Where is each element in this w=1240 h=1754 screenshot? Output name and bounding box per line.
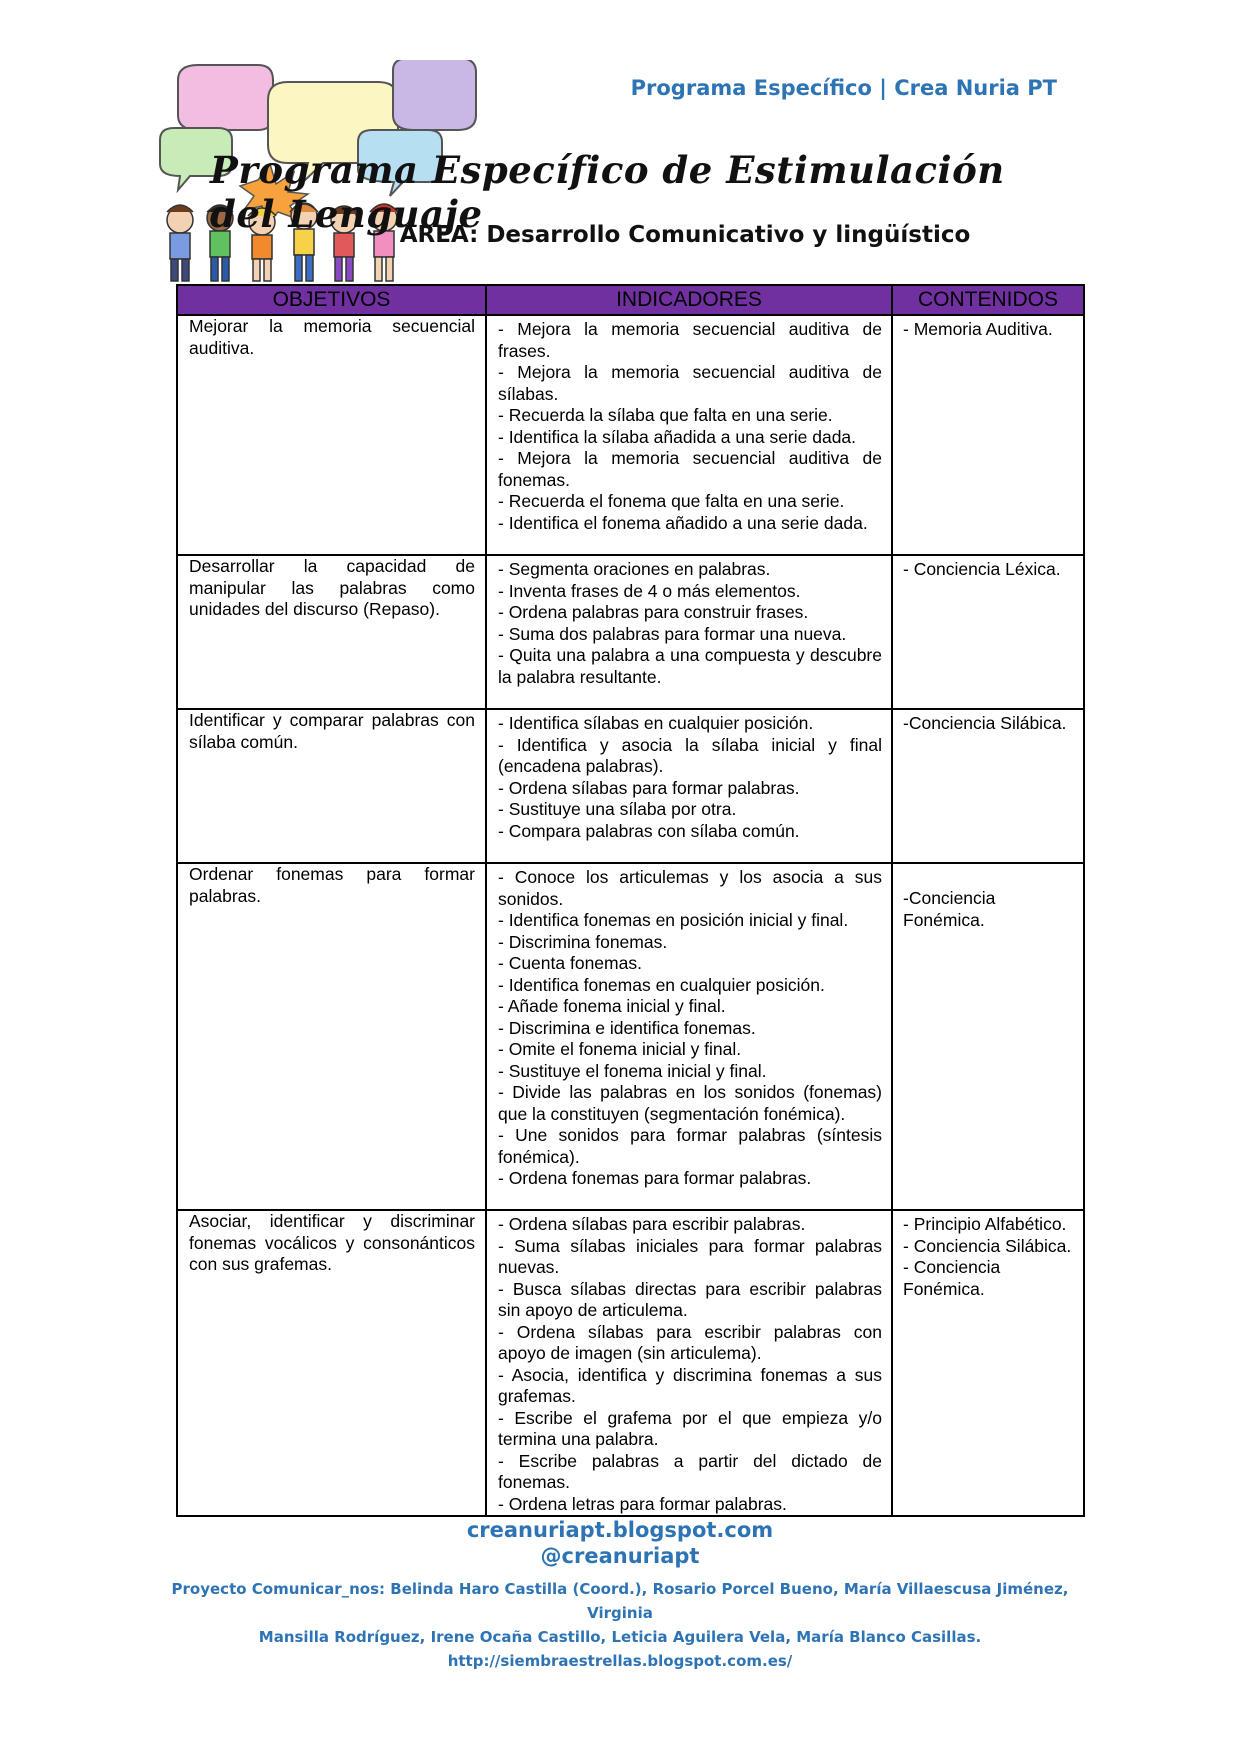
contenido-item: -Conciencia Fonémica. bbox=[903, 888, 996, 930]
page-title: Programa Específico de Estimulación del Lenguaje bbox=[210, 148, 1005, 236]
contenido-item: - Conciencia Silábica. bbox=[903, 1235, 1072, 1256]
indicadores-cell bbox=[486, 555, 892, 709]
contenidos-cell bbox=[892, 709, 1084, 863]
indicador-item: - Suma dos palabras para formar una nueva. bbox=[498, 623, 847, 644]
indicadores-cell bbox=[486, 863, 892, 1210]
indicador-item: - Divide las palabras en los sonidos (fonemas) que la constituyen (segmentación fonémica). bbox=[498, 1082, 882, 1124]
footer-social-handle: @creanuriapt bbox=[540, 1544, 700, 1568]
indicador-item: - Suma sílabas iniciales para formar palabras nuevas. bbox=[498, 1235, 882, 1277]
indicador-item: - Cuenta fonemas. bbox=[498, 953, 642, 973]
indicador-item: - Escribe palabras a partir del dictado de fonemas. bbox=[498, 1450, 882, 1492]
indicador-item: - Recuerda el fonema que falta en una serie. bbox=[498, 491, 845, 511]
footer-credits bbox=[150, 1577, 1090, 1673]
footer-blog-link[interactable]: creanuriapt.blogspot.com bbox=[466, 1518, 774, 1542]
credits-url-link[interactable]: http://siembraestrellas.blogspot.com.es/ bbox=[447, 1652, 793, 1670]
contenidos-cell bbox=[892, 315, 1084, 555]
objetivo-cell: Mejorar la memoria secuencial auditiva. bbox=[177, 315, 486, 555]
indicador-item: - Identifica fonemas en cualquier posición. bbox=[498, 974, 825, 995]
header-brand: Programa Específico | Crea Nuria PT bbox=[630, 76, 1057, 100]
indicador-item: - Escribe el grafema por el que empieza y/o termina una palabra. bbox=[498, 1407, 882, 1449]
indicador-item: - Inventa frases de 4 o más elementos. bbox=[498, 580, 801, 601]
indicador-item: - Mejora la memoria secuencial auditiva de frases. bbox=[498, 319, 882, 361]
table-row bbox=[177, 1210, 1084, 1516]
column-header-objetivos: OBJETIVOS bbox=[177, 285, 486, 315]
indicador-item: - Asocia, identifica y discrimina fonemas a sus grafemas. bbox=[498, 1364, 882, 1406]
indicador-item: - Mejora la memoria secuencial auditiva de fonemas. bbox=[498, 448, 882, 490]
indicador-item: - Identifica la sílaba añadida a una serie dada. bbox=[498, 426, 857, 447]
contenidos-cell bbox=[892, 1210, 1084, 1516]
indicadores-cell bbox=[486, 315, 892, 555]
indicador-item: - Une sonidos para formar palabras (síntesis fonémica). bbox=[498, 1125, 882, 1167]
indicador-item: - Ordena sílabas para escribir palabras. bbox=[498, 1214, 806, 1234]
credits-line: Mansilla Rodríguez, Irene Ocaña Castillo, Leticia Aguilera Vela, María Blanco Casillas. bbox=[258, 1628, 982, 1646]
indicador-item: - Omite el fonema inicial y final. bbox=[498, 1039, 742, 1059]
column-header-contenidos: CONTENIDOS bbox=[892, 285, 1084, 315]
table-row bbox=[177, 709, 1084, 863]
indicador-item: - Ordena fonemas para formar palabras. bbox=[498, 1168, 812, 1188]
contenidos-cell bbox=[892, 863, 1084, 1210]
indicador-item: - Identifica fonemas en posición inicial y final. bbox=[498, 910, 849, 930]
objetivo-cell: Asociar, identificar y discriminar fonemas vocálicos y consonánticos con sus grafemas. bbox=[177, 1210, 486, 1516]
table-row bbox=[177, 555, 1084, 709]
indicador-item: - Ordena sílabas para escribir palabras con apoyo de imagen (sin articulema). bbox=[498, 1321, 882, 1363]
indicador-item: - Sustituye una sílaba por otra. bbox=[498, 799, 737, 819]
indicadores-cell bbox=[486, 709, 892, 863]
indicador-item: - Discrimina fonemas. bbox=[498, 931, 668, 952]
program-table bbox=[176, 284, 1085, 1517]
indicador-item: - Conoce los articulemas y los asocia a sus sonidos. bbox=[498, 867, 882, 909]
indicador-item: - Sustituye el fonema inicial y final. bbox=[498, 1060, 767, 1081]
indicador-item: - Ordena letras para formar palabras. bbox=[498, 1493, 787, 1514]
indicador-item: - Identifica y asocia la sílaba inicial y final (encadena palabras). bbox=[498, 734, 882, 776]
contenido-item: - Memoria Auditiva. bbox=[903, 319, 1053, 339]
indicador-item: - Identifica el fonema añadido a una serie dada. bbox=[498, 512, 868, 533]
area-subtitle: ÁREA: Desarrollo Comunicativo y lingüístico bbox=[399, 222, 971, 248]
indicador-item: - Busca sílabas directas para escribir palabras sin apoyo de articulema. bbox=[498, 1278, 882, 1320]
objetivo-cell: Desarrollar la capacidad de manipular las palabras como unidades del discurso (Repaso). bbox=[177, 555, 486, 709]
table-row bbox=[177, 315, 1084, 555]
contenido-item: - Conciencia Fonémica. bbox=[903, 1257, 1001, 1299]
indicador-item: - Compara palabras con sílaba común. bbox=[498, 820, 800, 841]
contenidos-cell bbox=[892, 555, 1084, 709]
indicador-item: - Segmenta oraciones en palabras. bbox=[498, 559, 771, 579]
indicador-item: - Ordena sílabas para formar palabras. bbox=[498, 777, 800, 798]
indicador-item: - Ordena palabras para construir frases. bbox=[498, 602, 809, 622]
credits-line: Proyecto Comunicar_nos: Belinda Haro Castilla (Coord.), Rosario Porcel Bueno, María Villaescusa Jiménez, Virginia bbox=[171, 1580, 1069, 1622]
indicador-item: - Mejora la memoria secuencial auditiva de sílabas. bbox=[498, 362, 882, 404]
indicador-item: - Quita una palabra a una compuesta y descubre la palabra resultante. bbox=[498, 645, 882, 687]
indicador-item: - Añade fonema inicial y final. bbox=[498, 996, 726, 1016]
contenido-item: - Principio Alfabético. bbox=[903, 1214, 1067, 1234]
contenido-item: -Conciencia Silábica. bbox=[903, 713, 1067, 733]
indicadores-cell bbox=[486, 1210, 892, 1516]
indicador-item: - Discrimina e identifica fonemas. bbox=[498, 1017, 756, 1038]
table-row bbox=[177, 863, 1084, 1210]
objetivo-cell: Identificar y comparar palabras con sílaba común. bbox=[177, 709, 486, 863]
indicador-item: - Identifica sílabas en cualquier posición. bbox=[498, 713, 814, 733]
column-header-indicadores: INDICADORES bbox=[486, 285, 892, 315]
contenido-item: - Conciencia Léxica. bbox=[903, 559, 1061, 579]
table-header-row bbox=[177, 285, 1084, 315]
indicador-item: - Recuerda la sílaba que falta en una serie. bbox=[498, 405, 833, 425]
objetivo-cell: Ordenar fonemas para formar palabras. bbox=[177, 863, 486, 1210]
